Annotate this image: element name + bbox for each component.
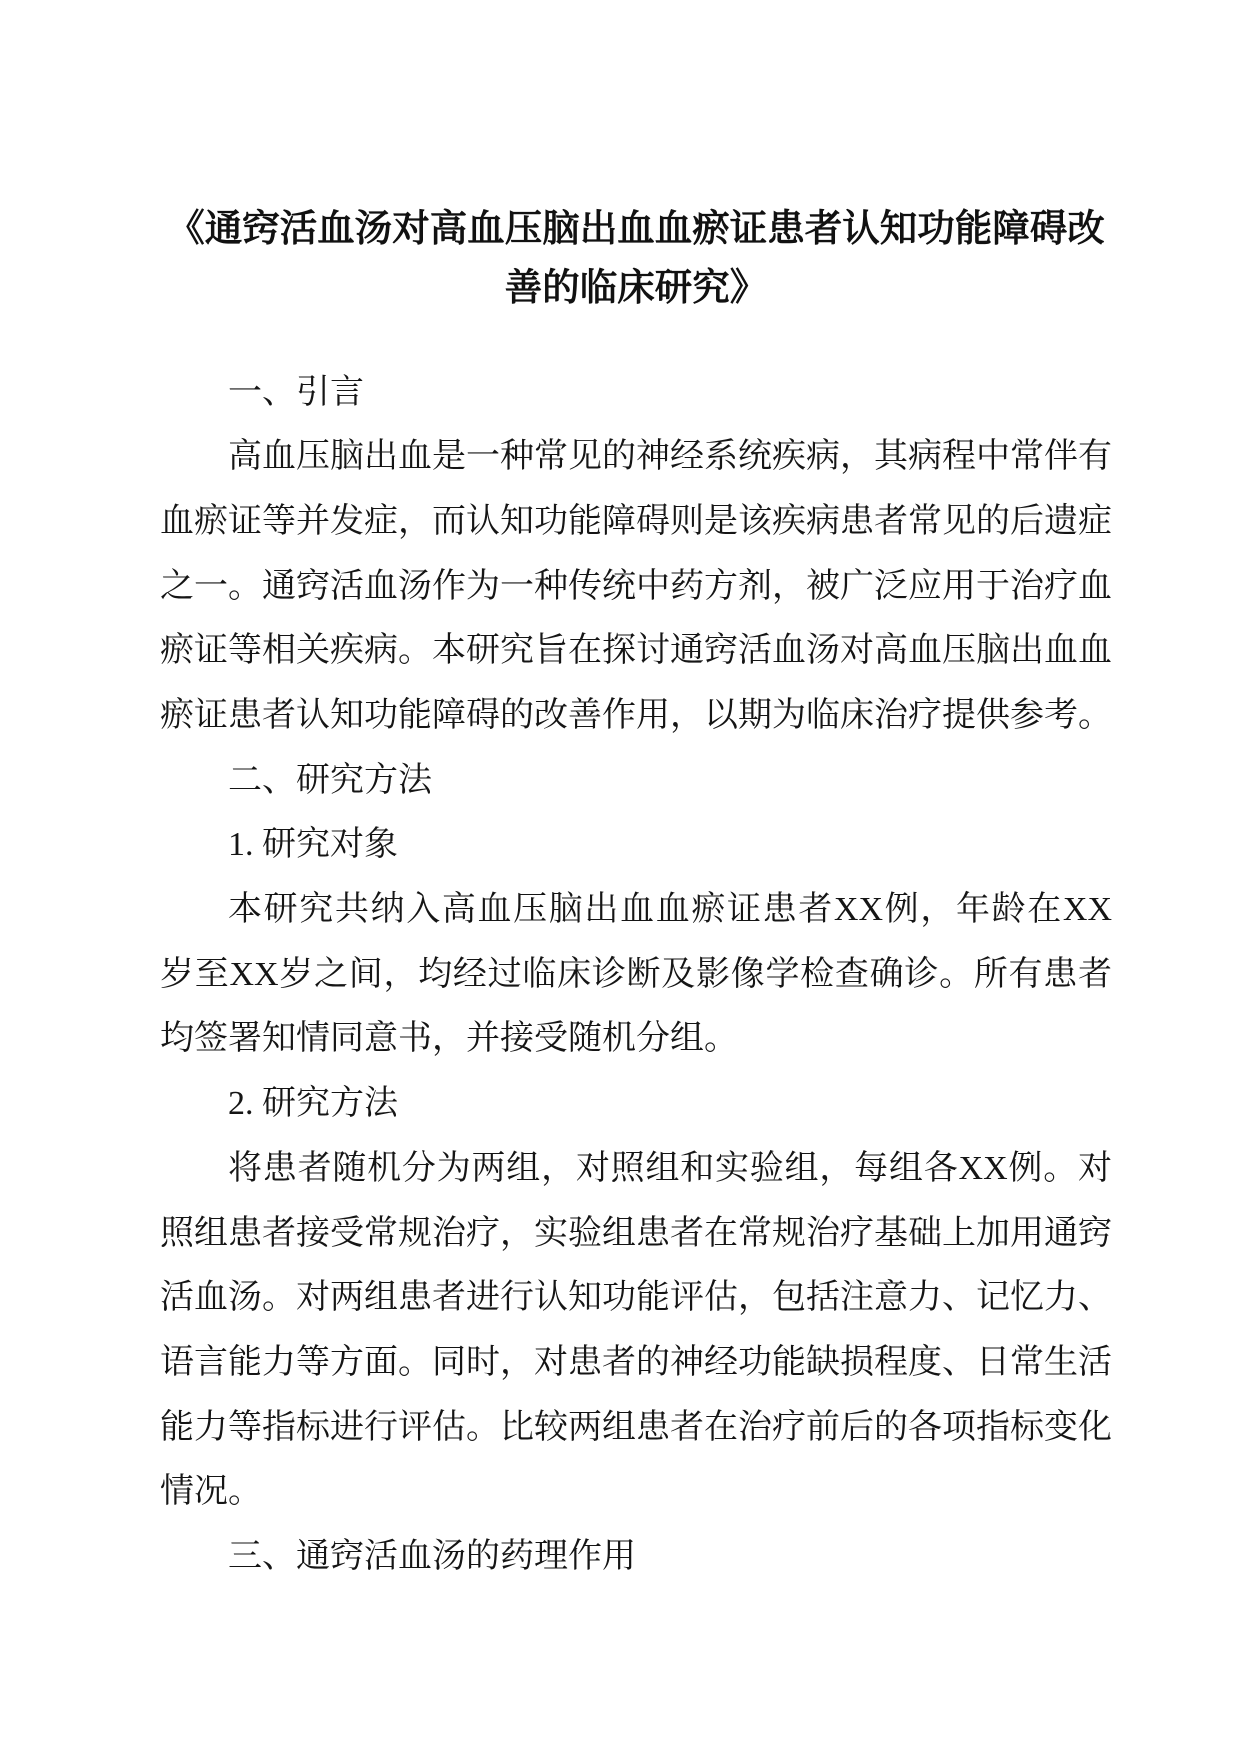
section-heading-pharmacology: 三、通窍活血汤的药理作用	[228, 1537, 636, 1575]
paragraph-line: 高血压脑出血是一种常见的神经系统疾病，其病程中常伴有	[228, 438, 1112, 476]
paragraph-line: 本研究共纳入高血压脑出血血瘀证患者XX例，年龄在XX	[228, 891, 1112, 929]
section-heading-research-methods: 二、研究方法	[228, 761, 432, 799]
paragraph-line: 语言能力等方面。同时，对患者的神经功能缺损程度、日常生活	[160, 1343, 1112, 1381]
paragraph-line: 将患者随机分为两组，对照组和实验组，每组各XX例。对	[228, 1149, 1112, 1187]
title-line: 《通窍活血汤对高血压脑出血血瘀证患者认知功能障碍改	[167, 208, 1105, 250]
document-body	[160, 361, 1112, 1590]
paragraph-line: 瘀证等相关疾病。本研究旨在探讨通窍活血汤对高血压脑出血血	[160, 632, 1112, 670]
paragraph-line: 岁至XX岁之间，均经过临床诊断及影像学检查确诊。所有患者	[160, 955, 1112, 993]
paragraph-line: 能力等指标进行评估。比较两组患者在治疗前后的各项指标变化	[160, 1408, 1112, 1446]
paragraph-line: 均签署知情同意书，并接受随机分组。	[160, 1020, 738, 1058]
document-title	[160, 200, 1112, 318]
subsection-heading-subjects: 1. 研究对象	[228, 826, 398, 864]
paragraph-line: 血瘀证等并发症，而认知功能障碍则是该疾病患者常见的后遗症	[160, 502, 1112, 540]
subsection-heading-methods: 2. 研究方法	[228, 1085, 398, 1123]
paragraph-line: 情况。	[160, 1473, 262, 1511]
subjects-paragraph	[160, 878, 1112, 1072]
introduction-paragraph	[160, 425, 1112, 748]
paragraph-line: 瘀证患者认知功能障碍的改善作用，以期为临床治疗提供参考。	[160, 697, 1112, 735]
methods-paragraph	[160, 1137, 1112, 1525]
section-heading-introduction: 一、引言	[228, 373, 364, 411]
paragraph-line: 之一。通窍活血汤作为一种传统中药方剂，被广泛应用于治疗血	[160, 567, 1112, 605]
title-line: 善的临床研究》	[504, 267, 768, 309]
paragraph-line: 照组患者接受常规治疗，实验组患者在常规治疗基础上加用通窍	[160, 1214, 1112, 1252]
paragraph-line: 活血汤。对两组患者进行认知功能评估，包括注意力、记忆力、	[160, 1279, 1112, 1317]
